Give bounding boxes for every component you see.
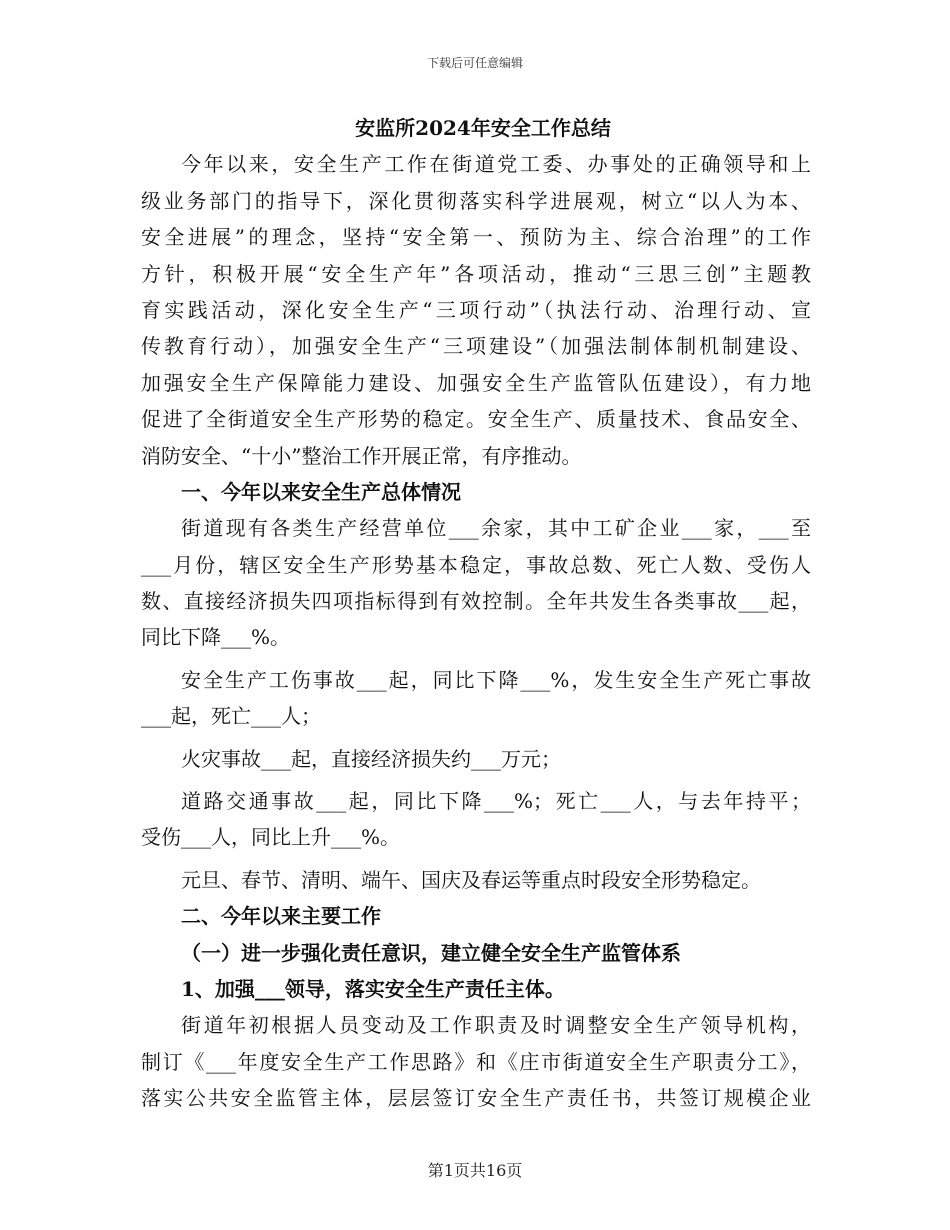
section-heading: 一、今年以来安全生产总体情况 [181, 479, 461, 504]
page-header-note: 下载后可任意编辑 [426, 56, 523, 70]
paragraph-line: 道路交通事故___起，同比下降___%；死亡___人，与去年持平； [181, 789, 811, 814]
paragraph-line: 制订《___年度安全生产工作思路》和《庄市街道安全生产职责分工》， [141, 1049, 811, 1074]
paragraph-line: 街道现有各类生产经营单位___余家，其中工矿企业___家，___至 [181, 516, 811, 541]
page-number: 第1页共16页 [427, 1161, 523, 1180]
paragraph-line: 安全生产工伤事故___起，同比下降___%，发生安全生产死亡事故 [181, 667, 811, 692]
paragraph-line: 安全进展”的理念，坚持“安全第一、预防为主、综合治理”的工作 [141, 225, 811, 250]
paragraph-line: 促进了全街道安全生产形势的稳定。安全生产、质量技术、食品安全、 [141, 407, 811, 432]
section-heading: 二、今年以来主要工作 [181, 904, 381, 929]
paragraph-line: 今年以来，安全生产工作在街道党工委、办事处的正确领导和上 [181, 152, 811, 177]
paragraph-line: 消防安全、“十小”整治工作开展正常，有序推动。 [141, 443, 582, 468]
paragraph-line: 加强安全生产保障能力建设、加强安全生产监管队伍建设），有力地 [141, 370, 811, 395]
paragraph-line: ___起，死亡___人； [141, 704, 321, 729]
document-body [141, 110, 811, 1117]
paragraph-line: ___月份，辖区安全生产形势基本稳定，事故总数、死亡人数、受伤人 [141, 552, 811, 577]
paragraph-line: 同比下降___%。 [141, 625, 291, 650]
paragraph-line: 元旦、春节、清明、端午、国庆及春运等重点时段安全形势稳定。 [181, 867, 761, 892]
paragraph-line: 落实公共安全监管主体，层层签订安全生产责任书，共签订规模企业 [141, 1086, 811, 1111]
paragraph-line: 火灾事故___起，直接经济损失约___万元； [181, 746, 561, 771]
paragraph-line: 数、直接经济损失四项指标得到有效控制。全年共发生各类事故___起， [141, 589, 811, 614]
section-heading: 1、加强___领导，落实安全生产责任主体。 [181, 976, 565, 1001]
document-lines [141, 146, 811, 1116]
section-heading: （一）进一步强化责任意识，建立健全安全生产监管体系 [181, 940, 681, 965]
paragraph-line: 受伤___人，同比上升___%。 [141, 825, 401, 850]
paragraph-line: 传教育行动），加强安全生产“三项建设”（加强法制体制机制建设、 [141, 334, 811, 359]
paragraph-line: 级业务部门的指导下，深化贯彻落实科学进展观，树立“以人为本、 [141, 188, 811, 213]
document-title: 安监所2024年安全工作总结 [355, 116, 611, 140]
paragraph-line: 街道年初根据人员变动及工作职责及时调整安全生产领导机构， [181, 1013, 811, 1038]
paragraph-line: 方针，积极开展“安全生产年”各项活动，推动“三思三创”主题教 [141, 261, 811, 286]
paragraph-line: 育实践活动，深化安全生产“三项行动”（执法行动、治理行动、宣 [141, 297, 811, 322]
